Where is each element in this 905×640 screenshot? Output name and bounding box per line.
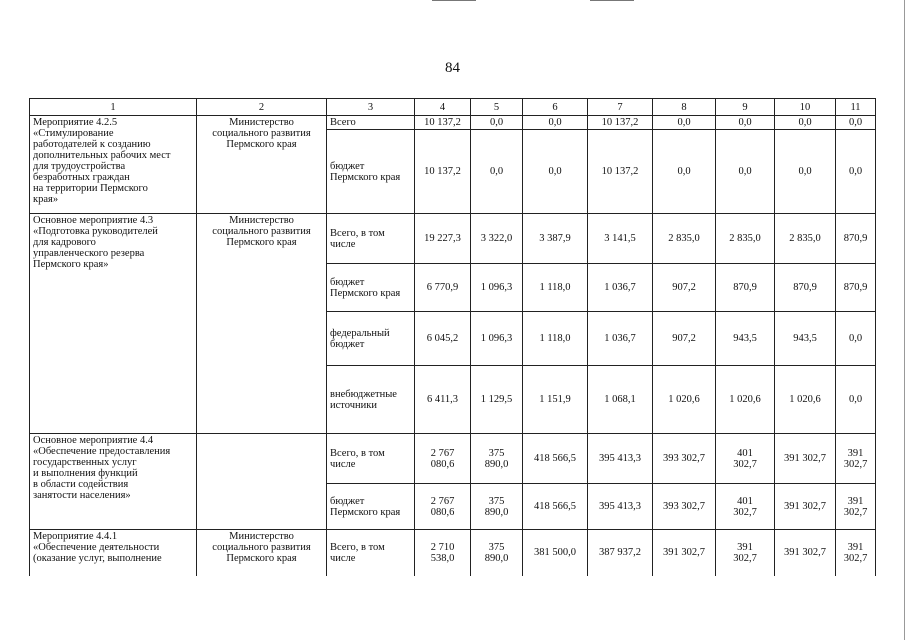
table-row <box>30 530 876 576</box>
amount-cell: 0,0 <box>653 116 716 130</box>
amount-cell: 391 302,7 <box>836 484 876 530</box>
column-header: 7 <box>588 99 653 116</box>
table-row <box>30 116 876 130</box>
table-row <box>30 214 876 264</box>
funding-source-cell: бюджет Пермского края <box>327 484 415 530</box>
amount-cell: 391 302,7 <box>836 434 876 484</box>
amount-cell: 2 710 538,0 <box>415 530 471 576</box>
amount-cell: 391 302,7 <box>836 530 876 576</box>
column-header: 3 <box>327 99 415 116</box>
amount-cell: 0,0 <box>523 116 588 130</box>
amount-cell: 393 302,7 <box>653 484 716 530</box>
amount-cell: 0,0 <box>653 130 716 214</box>
amount-cell: 1 036,7 <box>588 264 653 312</box>
amount-cell: 1 020,6 <box>716 366 775 434</box>
column-header: 8 <box>653 99 716 116</box>
amount-cell: 870,9 <box>836 264 876 312</box>
amount-cell: 2 767 080,6 <box>415 484 471 530</box>
amount-cell: 1 068,1 <box>588 366 653 434</box>
column-header: 11 <box>836 99 876 116</box>
funding-source-cell: Всего, в том числе <box>327 214 415 264</box>
amount-cell: 10 137,2 <box>588 116 653 130</box>
column-header: 6 <box>523 99 588 116</box>
amount-cell: 870,9 <box>775 264 836 312</box>
amount-cell: 870,9 <box>836 214 876 264</box>
scan-top-rule <box>590 0 634 1</box>
amount-cell: 391 302,7 <box>653 530 716 576</box>
amount-cell: 391 302,7 <box>775 434 836 484</box>
amount-cell: 2 835,0 <box>653 214 716 264</box>
responsible-executor-cell: Министерство социального развития Пермского края <box>197 214 327 434</box>
amount-cell: 3 141,5 <box>588 214 653 264</box>
amount-cell: 3 387,9 <box>523 214 588 264</box>
amount-cell: 10 137,2 <box>415 130 471 214</box>
amount-cell: 943,5 <box>775 312 836 366</box>
column-header: 4 <box>415 99 471 116</box>
amount-cell: 3 322,0 <box>471 214 523 264</box>
amount-cell: 0,0 <box>836 130 876 214</box>
amount-cell: 6 770,9 <box>415 264 471 312</box>
amount-cell: 418 566,5 <box>523 484 588 530</box>
amount-cell: 2 835,0 <box>775 214 836 264</box>
amount-cell: 907,2 <box>653 312 716 366</box>
amount-cell: 1 036,7 <box>588 312 653 366</box>
amount-cell: 375 890,0 <box>471 484 523 530</box>
column-header: 2 <box>197 99 327 116</box>
amount-cell: 391 302,7 <box>775 484 836 530</box>
amount-cell: 1 096,3 <box>471 312 523 366</box>
table-body <box>30 99 876 576</box>
amount-cell: 870,9 <box>716 264 775 312</box>
amount-cell: 2 835,0 <box>716 214 775 264</box>
amount-cell: 10 137,2 <box>415 116 471 130</box>
page-number: 84 <box>445 60 460 76</box>
amount-cell: 0,0 <box>471 130 523 214</box>
amount-cell: 0,0 <box>775 130 836 214</box>
amount-cell: 10 137,2 <box>588 130 653 214</box>
scan-top-rule <box>432 0 476 1</box>
responsible-executor-cell: Министерство социального развития Пермского края <box>197 530 327 576</box>
amount-cell: 0,0 <box>836 366 876 434</box>
amount-cell: 391 302,7 <box>775 530 836 576</box>
budget-table <box>29 98 876 576</box>
amount-cell: 0,0 <box>523 130 588 214</box>
funding-source-cell: Всего, в том числе <box>327 530 415 576</box>
measure-name-cell: Основное мероприятие 4.4 «Обеспечение предоставления государственных услуг и выполнения функций в области содействия занятости населения» <box>30 434 197 530</box>
column-header: 9 <box>716 99 775 116</box>
funding-source-cell: Всего, в том числе <box>327 434 415 484</box>
amount-cell: 0,0 <box>716 116 775 130</box>
table-row <box>30 434 876 484</box>
amount-cell: 395 413,3 <box>588 434 653 484</box>
amount-cell: 1 096,3 <box>471 264 523 312</box>
table-header-row <box>30 99 876 116</box>
column-header: 10 <box>775 99 836 116</box>
amount-cell: 6 045,2 <box>415 312 471 366</box>
column-header: 1 <box>30 99 197 116</box>
funding-source-cell: федеральный бюджет <box>327 312 415 366</box>
amount-cell: 6 411,3 <box>415 366 471 434</box>
amount-cell: 1 118,0 <box>523 312 588 366</box>
responsible-executor-cell <box>197 434 327 530</box>
amount-cell: 943,5 <box>716 312 775 366</box>
amount-cell: 395 413,3 <box>588 484 653 530</box>
funding-source-cell: бюджет Пермского края <box>327 264 415 312</box>
amount-cell: 0,0 <box>836 116 876 130</box>
amount-cell: 401 302,7 <box>716 434 775 484</box>
measure-name-cell: Основное мероприятие 4.3 «Подготовка руководителей для кадрового управленческого резерва Пермского края» <box>30 214 197 434</box>
column-header: 5 <box>471 99 523 116</box>
amount-cell: 19 227,3 <box>415 214 471 264</box>
funding-source-cell: внебюджетные источники <box>327 366 415 434</box>
amount-cell: 1 020,6 <box>653 366 716 434</box>
amount-cell: 1 020,6 <box>775 366 836 434</box>
amount-cell: 0,0 <box>836 312 876 366</box>
amount-cell: 1 118,0 <box>523 264 588 312</box>
amount-cell: 1 129,5 <box>471 366 523 434</box>
amount-cell: 375 890,0 <box>471 434 523 484</box>
amount-cell: 391 302,7 <box>716 530 775 576</box>
amount-cell: 401 302,7 <box>716 484 775 530</box>
measure-name-cell: Мероприятие 4.4.1 «Обеспечение деятельности (оказание услуг, выполнение <box>30 530 197 576</box>
funding-source-cell: Всего <box>327 116 415 130</box>
amount-cell: 0,0 <box>716 130 775 214</box>
amount-cell: 0,0 <box>471 116 523 130</box>
amount-cell: 393 302,7 <box>653 434 716 484</box>
measure-name-cell: Мероприятие 4.2.5 «Стимулирование работодателей к созданию дополнительных рабочих мест для трудоустройства безработных граждан на территории Пермского края» <box>30 116 197 214</box>
amount-cell: 2 767 080,6 <box>415 434 471 484</box>
amount-cell: 375 890,0 <box>471 530 523 576</box>
responsible-executor-cell: Министерство социального развития Пермского края <box>197 116 327 214</box>
amount-cell: 1 151,9 <box>523 366 588 434</box>
funding-source-cell: бюджет Пермского края <box>327 130 415 214</box>
amount-cell: 381 500,0 <box>523 530 588 576</box>
amount-cell: 387 937,2 <box>588 530 653 576</box>
amount-cell: 907,2 <box>653 264 716 312</box>
amount-cell: 418 566,5 <box>523 434 588 484</box>
amount-cell: 0,0 <box>775 116 836 130</box>
